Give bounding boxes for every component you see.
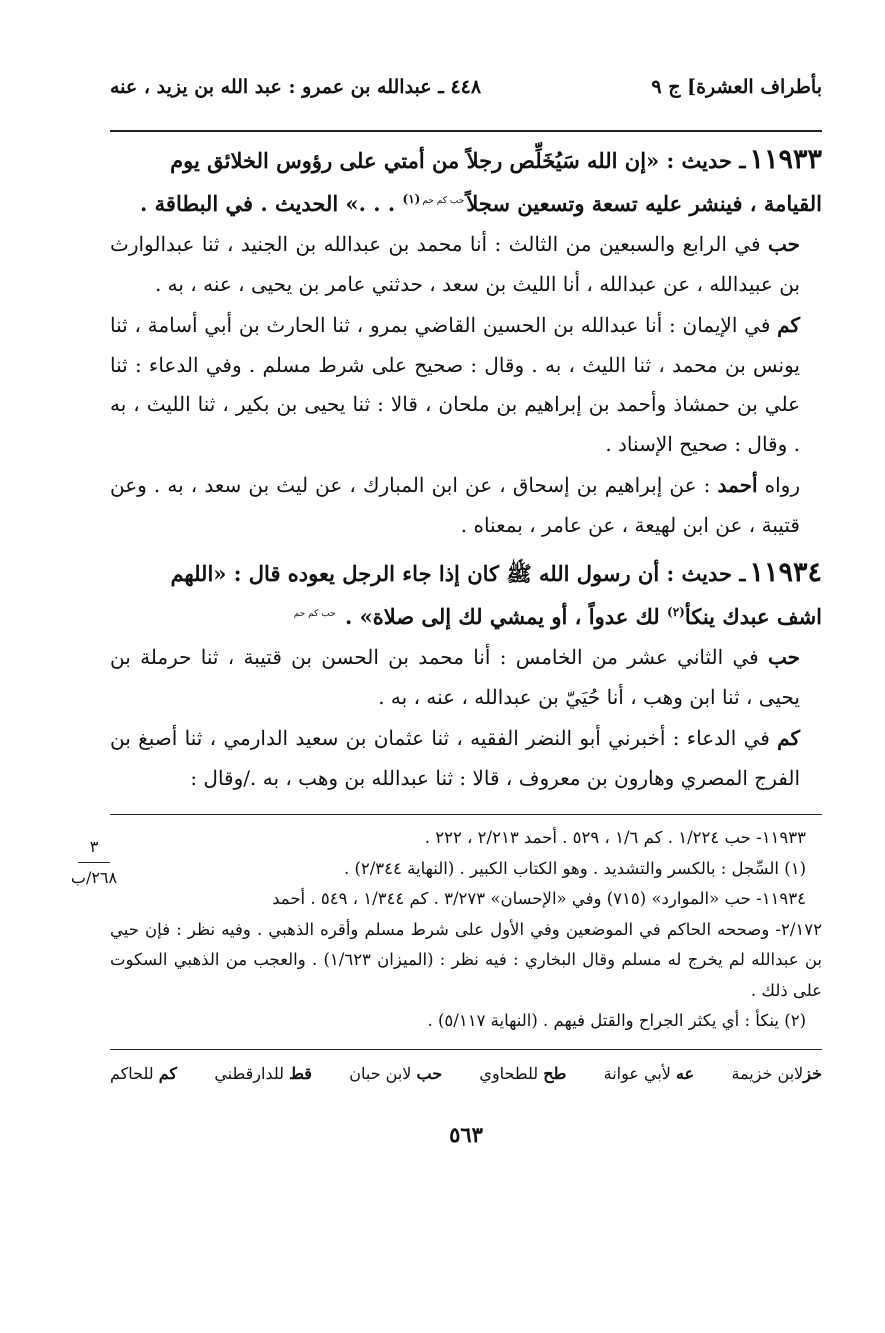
footnote-ref: (٢) xyxy=(667,605,685,619)
footnote: (٢) ينكأ : أي يكثر الجراح والقتل فيهم . (النهاية ٥/١١٧) . xyxy=(427,1011,806,1030)
header-rule xyxy=(110,130,822,132)
sigla-marker: حب كم حم xyxy=(293,609,336,619)
source-siglum: حب xyxy=(767,645,800,669)
abbreviation-item: قط للدارقطني xyxy=(214,1063,312,1083)
hadith-text: اشف عبدك ينكأ xyxy=(684,604,822,629)
header-right: بأطراف العشرة] ج ٩ xyxy=(651,76,822,98)
abbreviation-rule xyxy=(110,1049,822,1050)
footnote-continued: ٢/١٧٢- وصححه الحاكم في الموضعين وفي الأول على شرط مسلم وأقره الذهبي . وفيه نظر : فإن حيي بن عبدالله لم يخرج له مسلم وقال البخاري : فيه نظر : (الميزان ١/٦٢٣) . والعجب من الذهبي السكوت على ذلك . xyxy=(110,919,822,1000)
abbreviation-item: عه لأبي عوانة xyxy=(603,1063,695,1083)
paragraph-text: في الرابع والسبعين من الثالث : أنا محمد بن عبدالله بن الجنيد ، ثنا عبدالوارث بن عبيدالله ، عن عبدالله ، أنا الليث بن سعد ، حدثني عامر بن يحيى ، عنه ، به . xyxy=(110,232,800,296)
header-left: ٤٤٨ ـ عبدالله بن عمرو : عبد الله بن يزيد ، عنه xyxy=(110,76,482,98)
paragraph-text: رواه xyxy=(764,473,800,497)
paragraph-text: في الدعاء : أخبرني أبو النضر الفقيه ، ثنا عثمان بن سعيد الدارمي ، ثنا أصبغ بن الفرج المصري وهارون بن معروف ، قالا : ثنا عبدالله بن وهب ، به ./وقال : xyxy=(110,726,800,790)
footnotes xyxy=(110,823,822,1037)
footnote: (١) السِّجل : بالكسر والتشديد . وهو الكتاب الكبير . (النهاية ٢/٣٤٤) . xyxy=(343,858,806,878)
page xyxy=(110,72,822,1147)
hadith-11933 xyxy=(110,140,822,223)
paragraph xyxy=(110,466,800,545)
paragraph-text: : عن إبراهيم بن إسحاق ، عن ابن المبارك ، عن ليث بن سعد ، به . وعن قتيبة ، عن ابن لهيعة ، عن عامر ، بمعناه . xyxy=(110,473,800,537)
paragraph-text: في الثاني عشر من الخامس : أنا محمد بن الحسن بن قتيبة ، ثنا حرملة بن يحيى ، ثنا ابن وهب ، أنا حُيَيّ بن عبدالله ، عنه ، به . xyxy=(110,645,800,709)
footnote-rule xyxy=(110,814,822,815)
source-siglum: كم xyxy=(777,313,800,337)
source-siglum: حب xyxy=(767,232,800,256)
hadith-text: . . .» الحديث . في البطاقة . xyxy=(140,191,396,216)
footnote: ١١٩٣٣- حب ١/٢٢٤ . كم ١/٦ ، ٥٢٩ . أحمد ٢/٢١٣ ، ٢٢٢ . xyxy=(424,828,806,847)
hadith-number: ١١٩٣٣ xyxy=(749,144,822,175)
abbreviation-item: كم للحاكم xyxy=(110,1063,178,1083)
hadith-11934 xyxy=(110,553,822,636)
hadith-number: ١١٩٣٤ xyxy=(749,557,822,588)
paragraph xyxy=(110,719,800,798)
paragraph xyxy=(110,225,800,304)
source-siglum: أحمد xyxy=(717,473,758,497)
margin-note-top: ٣ xyxy=(89,837,99,856)
hadith-text: القيامة ، فينشر عليه تسعة وتسعين سجلاً xyxy=(466,191,822,216)
footnote: ١١٩٣٤- حب «الموارد» (٧١٥) وفي «الإحسان» ٣/٢٧٣ . كم ١/٣٤٤ ، ٥٤٩ . أحمد xyxy=(272,889,806,908)
margin-note-rule xyxy=(78,862,110,863)
abbreviation-item: حب لابن حبان xyxy=(349,1063,443,1083)
margin-note-bottom: ٢٦٨/ب xyxy=(70,868,118,887)
hadith-text: ـ حديث : «إن الله سَيُخَلِّص رجلاً من أمتي على رؤوس الخلائق يوم xyxy=(170,148,746,173)
footnote-ref: (١) xyxy=(402,192,421,206)
page-number: ٥٦٣ xyxy=(449,1121,483,1147)
abbreviation-item: خزلابن خزيمة xyxy=(731,1063,822,1083)
hadith-text: لك عدواً ، أو يمشي لك إلى صلاة» . xyxy=(344,604,660,629)
abbreviation-item: طح للطحاوي xyxy=(479,1063,567,1083)
paragraph-text: في الإيمان : أنا عبدالله بن الحسين القاضي بمرو ، ثنا الحارث بن أبي أسامة ، ثنا يونس بن محمد ، ثنا الليث ، به . وقال : صحيح على شرط مسلم . وفي الدعاء : ثنا علي بن حمشاذ وأحمد بن إبراهيم بن ملحان ، قالا : ثنا يحيى بن بكير ، ثنا الليث ، به . وقال : صحيح الإسناد . xyxy=(110,313,800,456)
hadith-text: ـ حديث : أن رسول الله ﷺ كان إذا جاء الرجل يعوده قال : «اللهم xyxy=(170,561,746,586)
running-header xyxy=(110,72,822,106)
manuscript-folio-note xyxy=(70,836,118,889)
paragraph xyxy=(110,306,800,464)
sigla-marker: حب كم حم xyxy=(422,196,465,206)
source-siglum: كم xyxy=(777,726,801,750)
paragraph xyxy=(110,638,800,717)
abbreviation-key xyxy=(110,1060,822,1088)
